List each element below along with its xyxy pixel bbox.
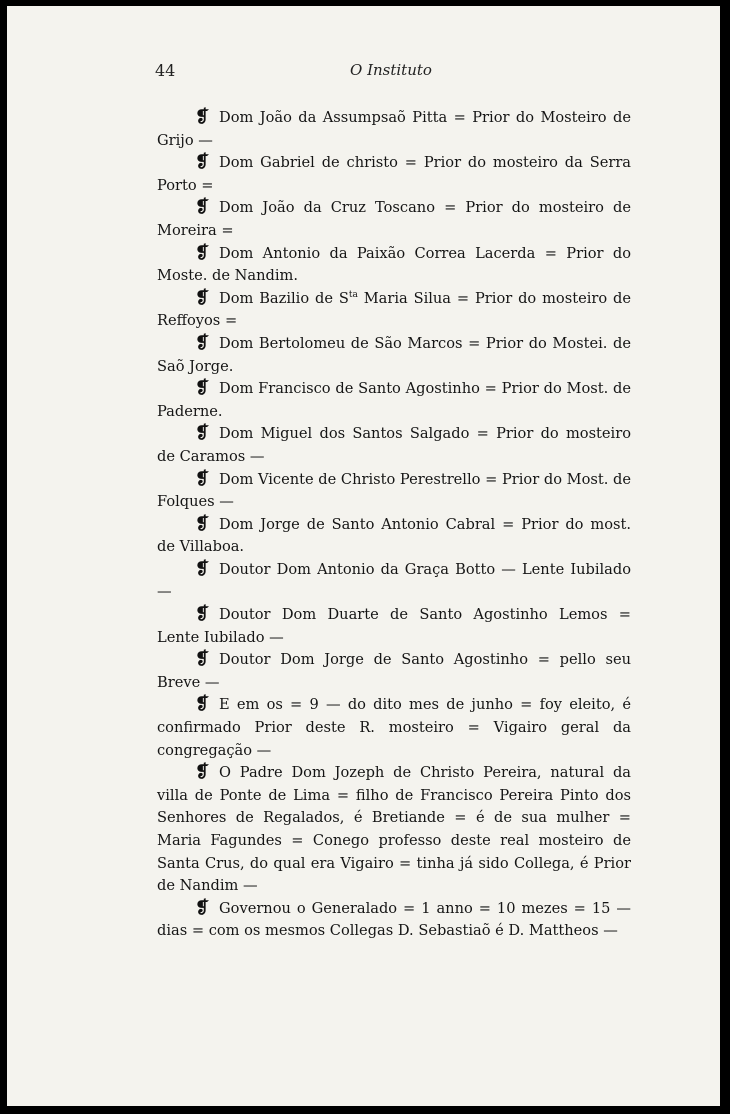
pilcrow-icon: ❡ [195,558,210,579]
entry-text: Dom Jorge de Santo Antonio Cabral = Prior do most. de Villaboa. [157,515,631,556]
entry-text: Dom Gabriel de christo = Prior do mosteiro da Serra Porto = [157,154,631,194]
entry-text: Doutor Dom Antonio da Graça Botto — Lente Iubilado — [157,560,631,601]
entry-paragraph [157,107,631,152]
entry-paragraph [157,514,631,559]
entry-paragraph [157,559,631,604]
pilcrow-icon: ❡ [195,694,210,715]
entry-text: Dom Miguel dos Santos Salgado = Prior do mosteiro de Caramos — [157,425,631,465]
pilcrow-icon: ❡ [195,378,210,399]
entry-text: Dom Antonio da Paixão Correa Lacerda = Prior do Moste. de Nandim. [157,244,631,285]
pilcrow-icon: ❡ [195,762,210,783]
pilcrow-icon: ❡ [195,332,210,353]
entry-paragraph [157,649,631,694]
entry-text: O Padre Dom Jozeph de Christo Pereira, natural da villa de Ponte de Lima = filho de Francisco Pereira Pinto dos Senhores de Regalados, é Bretiande = é de sua mulher = Maria Fagundes = Conego professo deste real mosteiro de Santa Crus, do qual era Vigairo = tinha já sido Collega, é Prior de Nandim — [157,764,631,895]
entry-paragraph [157,423,631,468]
entry-paragraph [157,243,631,288]
entry-paragraph [157,152,631,197]
entry-paragraph [157,762,631,898]
entry-text: Governou o Generalado = 1 anno = 10 mezes = 15 — dias = com os mesmos Collegas D. Sebastiaõ é D. Mattheos — [157,899,631,940]
book-page [7,6,720,1106]
entry-paragraph [157,378,631,423]
page-header [155,61,635,83]
entry-text: Dom Bertolomeu de São Marcos = Prior do Mostei. de Saõ Jorge. [157,334,631,375]
entry-paragraph [157,333,631,378]
entry-text: Dom João da Assumpsaõ Pitta = Prior do Mosteiro de Grijo — [157,109,631,149]
entry-paragraph [157,694,631,762]
entry-text: Dom Vicente de Christo Perestrello = Prior do Most. de Folques — [157,470,631,511]
pilcrow-icon: ❡ [195,152,210,173]
superscript-abbreviation: ta [348,289,358,300]
entry-paragraph [157,898,631,943]
entry-text: Dom Bazilio de S [219,289,349,307]
entry-text-continued: Maria Silua = Prior do mosteiro de Reffoyos = [157,289,631,330]
pilcrow-icon: ❡ [195,468,210,489]
pilcrow-icon: ❡ [195,604,210,625]
entry-paragraph [157,197,631,242]
entry-paragraph [157,469,631,514]
entry-text: Dom João da Cruz Toscano = Prior do mosteiro de Moreira = [157,199,631,239]
page-body [157,107,631,943]
page-number: 44 [155,61,176,80]
pilcrow-icon: ❡ [195,513,210,534]
pilcrow-icon: ❡ [195,897,210,918]
entry-text: Doutor Dom Jorge de Santo Agostinho = pello seu Breve — [157,651,631,691]
entry-paragraph [157,604,631,649]
pilcrow-icon: ❡ [195,242,210,263]
pilcrow-icon: ❡ [195,287,210,308]
pilcrow-icon: ❡ [195,197,210,218]
entry-text: E em os = 9 — do dito mes de junho = foy eleito, é confirmado Prior deste R. mosteiro = Vigairo geral da congregação — [157,696,631,759]
pilcrow-icon: ❡ [195,649,210,670]
entry-text: Doutor Dom Duarte de Santo Agostinho Lemos = Lente Iubilado — [157,606,631,646]
running-title: O Instituto [350,61,432,79]
entry-text: Dom Francisco de Santo Agostinho = Prior do Most. de Paderne. [157,380,631,420]
pilcrow-icon: ❡ [195,107,210,127]
entry-paragraph [157,288,631,333]
pilcrow-icon: ❡ [195,423,210,444]
